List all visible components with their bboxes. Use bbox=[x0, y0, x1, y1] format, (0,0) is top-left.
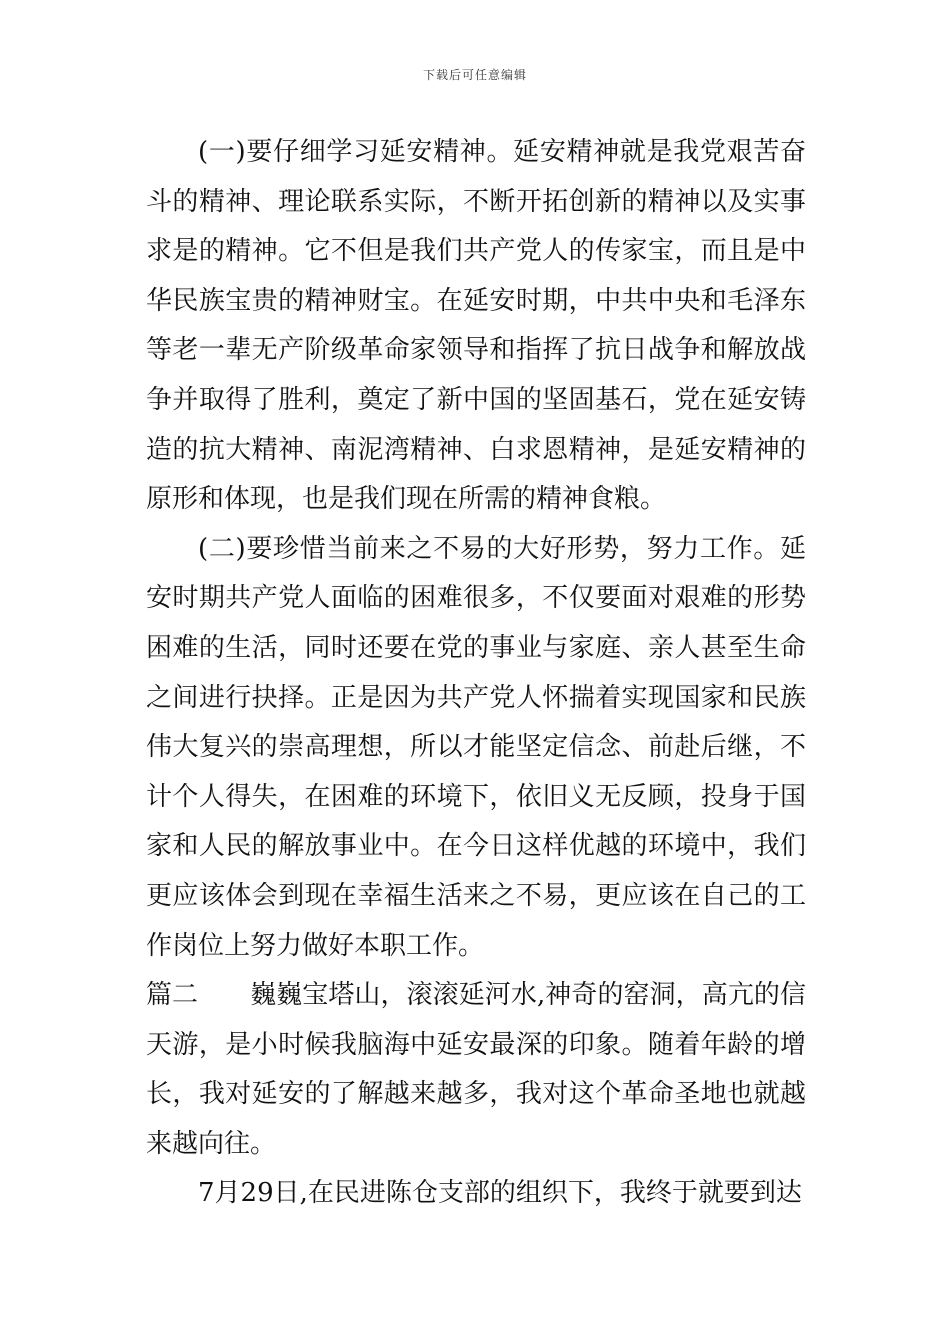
paragraph-3-text: 巍巍宝塔山，滚滚延河水,神奇的窑洞，高亢的信天游，是小时候我脑海中延安最深的印象。随着年龄的增长，我对延安的了解越来越多，我对这个革命圣地也就越来越向往。 bbox=[146, 980, 806, 1159]
page-header: 下载后可任意编辑 bbox=[422, 68, 527, 82]
document-body bbox=[146, 128, 806, 1219]
paragraph-2: (二)要珍惜当前来之不易的大好形势，努力工作。延安时期共产党人面临的困难很多，不仅要面对艰难的形势困难的生活，同时还要在党的事业与家庭、亲人甚至生命之间进行抉择。正是因为共产党人怀揣着实现国家和民族伟大复兴的崇高理想，所以才能坚定信念、前赴后继，不计个人得失，在困难的环境下，依旧义无反顾，投身于国家和人民的解放事业中。在今日这样优越的环境中，我们更应该体会到现在幸福生活来之不易，更应该在自己的工作岗位上努力做好本职工作。 bbox=[146, 533, 806, 961]
paragraph-3 bbox=[146, 971, 806, 1169]
paragraph-4: 7月29日,在民进陈仓支部的组织下，我终于就要到达 bbox=[198, 1178, 802, 1209]
section-label: 篇二 bbox=[146, 980, 199, 1011]
paragraph-1: (一)要仔细学习延安精神。延安精神就是我党艰苦奋斗的精神、理论联系实际，不断开拓创新的精神以及实事求是的精神。它不但是我们共产党人的传家宝，而且是中华民族宝贵的精神财宝。在延安时期，中共中央和毛泽东等老一辈无产阶级革命家领导和指挥了抗日战争和解放战争并取得了胜利，奠定了新中国的坚固基石，党在延安铸造的抗大精神、南泥湾精神、白求恩精神，是延安精神的原形和体现，也是我们现在所需的精神食粮。 bbox=[146, 137, 806, 515]
